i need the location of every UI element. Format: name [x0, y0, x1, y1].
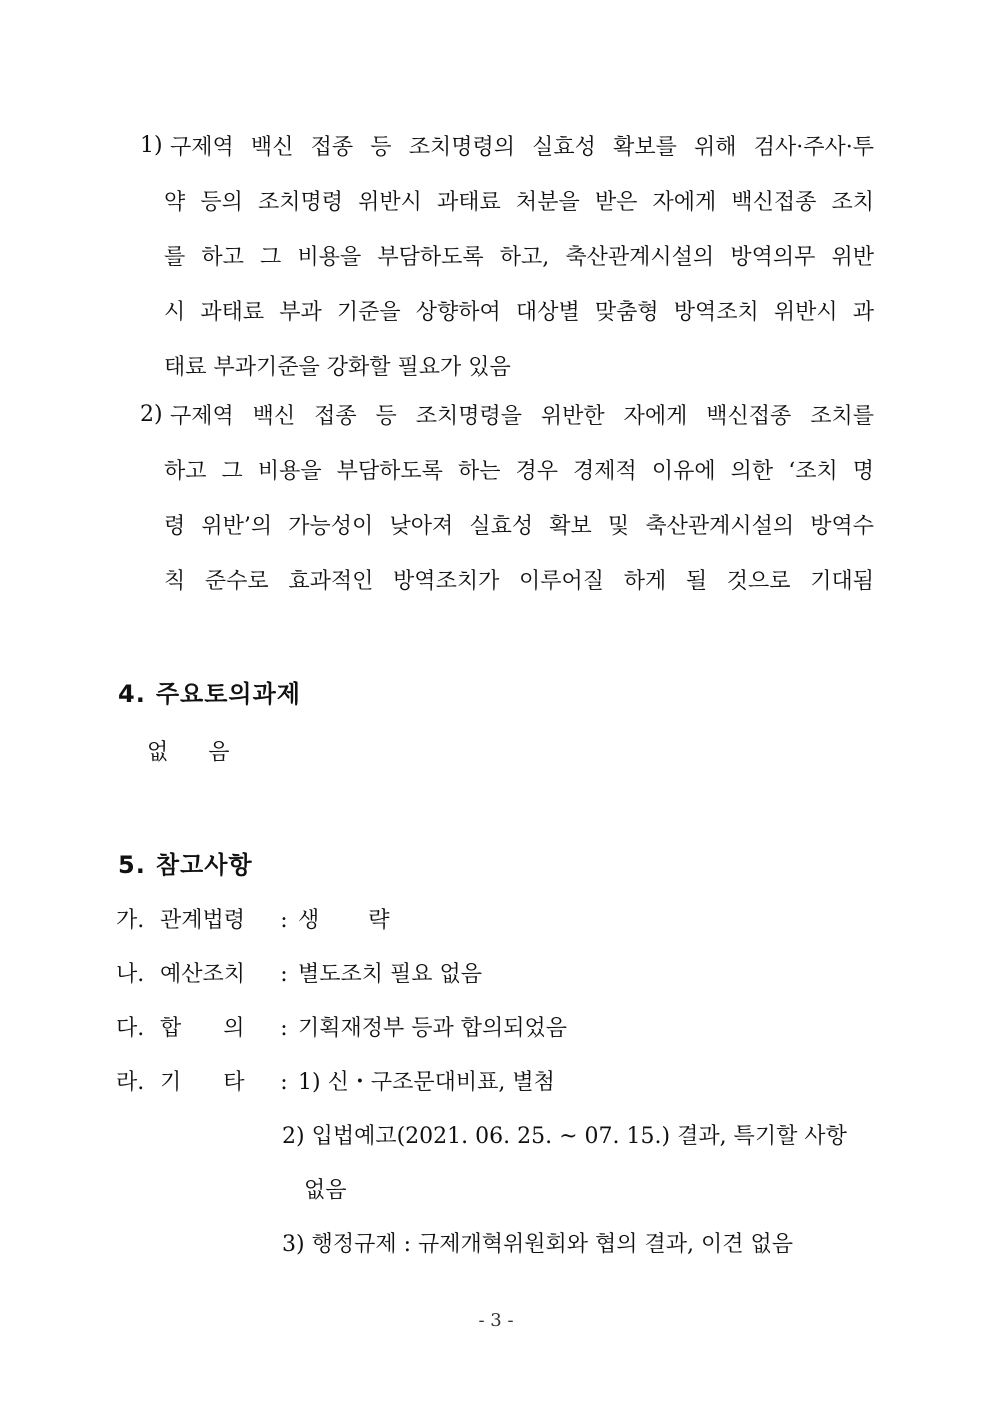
- section-4-content: [147, 735, 230, 766]
- ref-value: 생 략: [298, 908, 390, 933]
- none-text-b: 음: [208, 740, 230, 765]
- list-item-2: [140, 402, 874, 622]
- ref-label: 예산조치: [160, 962, 246, 987]
- item-number: 2): [140, 402, 163, 427]
- ref-value: 기획재정부 등과 합의되었음: [298, 1016, 568, 1041]
- ref-key: 가.: [116, 908, 145, 933]
- paragraph-line: 하고 그 비용을 부담하도록 하는 경우 경제적 이유에 의한 ‘조치 명: [164, 459, 874, 484]
- ref-label: 관계법령: [160, 908, 246, 933]
- ref-key: 나.: [116, 962, 145, 987]
- paragraph-line: 를 하고 그 비용을 부담하도록 하고, 축산관계시설의 방역의무 위반: [164, 245, 874, 270]
- paragraph-line: 시 과태료 부과 기준을 상향하여 대상별 맞춤형 방역조치 위반시 과: [164, 300, 874, 325]
- ref-sep: :: [280, 1016, 288, 1041]
- ref-value: 1) 신・구조문대비표, 별첨: [298, 1070, 555, 1095]
- paragraph-line: 칙 준수로 효과적인 방역조치가 이루어질 하게 될 것으로 기대됨: [164, 569, 874, 594]
- paragraph-line: 약 등의 조치명령 위반시 과태료 처분을 받은 자에게 백신접종 조치: [164, 190, 874, 215]
- none-text-a: 없: [147, 740, 169, 765]
- heading-title: 참고사항: [155, 851, 253, 879]
- paragraph-line: 구제역 백신 접종 등 조치명령의 실효성 확보를 위해 검사·주사·투: [170, 135, 874, 160]
- ref-key: 다.: [116, 1016, 145, 1041]
- paragraph-line: 령 위반’의 가능성이 낮아져 실효성 확보 및 축산관계시설의 방역수: [164, 514, 874, 539]
- ref-sep: :: [280, 962, 288, 987]
- ref-label: 합 의: [160, 1016, 245, 1041]
- item-number: 1): [140, 133, 163, 158]
- paragraph-line: 구제역 백신 접종 등 조치명령을 위반한 자에게 백신접종 조치를: [170, 404, 874, 429]
- reference-row: [116, 1011, 567, 1042]
- etc-subitem-2: 2) 입법예고(2021. 06. 25. ~ 07. 15.) 결과, 특기할 사항: [282, 1124, 847, 1149]
- paragraph-line: 태료 부과기준을 강화할 필요가 있음: [164, 355, 511, 380]
- ref-sep: :: [280, 908, 288, 933]
- list-item-1: [140, 133, 874, 408]
- section-5-heading: [118, 845, 253, 880]
- etc-subitem-2-cont: 없음: [304, 1178, 347, 1203]
- heading-number: 4.: [118, 680, 146, 708]
- heading-title: 주요토의과제: [155, 680, 301, 708]
- ref-key: 라.: [116, 1070, 145, 1095]
- reference-row: [116, 957, 482, 988]
- page-number: - 3 -: [478, 1310, 514, 1331]
- heading-number: 5.: [118, 851, 146, 879]
- ref-sep: :: [280, 1070, 288, 1095]
- reference-row: [116, 903, 389, 934]
- ref-value: 별도조치 필요 없음: [298, 962, 483, 987]
- ref-label: 기 타: [160, 1070, 245, 1095]
- reference-row: [116, 1065, 555, 1096]
- etc-subitem-3: 3) 행정규제 : 규제개혁위원회와 협의 결과, 이견 없음: [282, 1232, 793, 1257]
- section-4-heading: [118, 674, 301, 709]
